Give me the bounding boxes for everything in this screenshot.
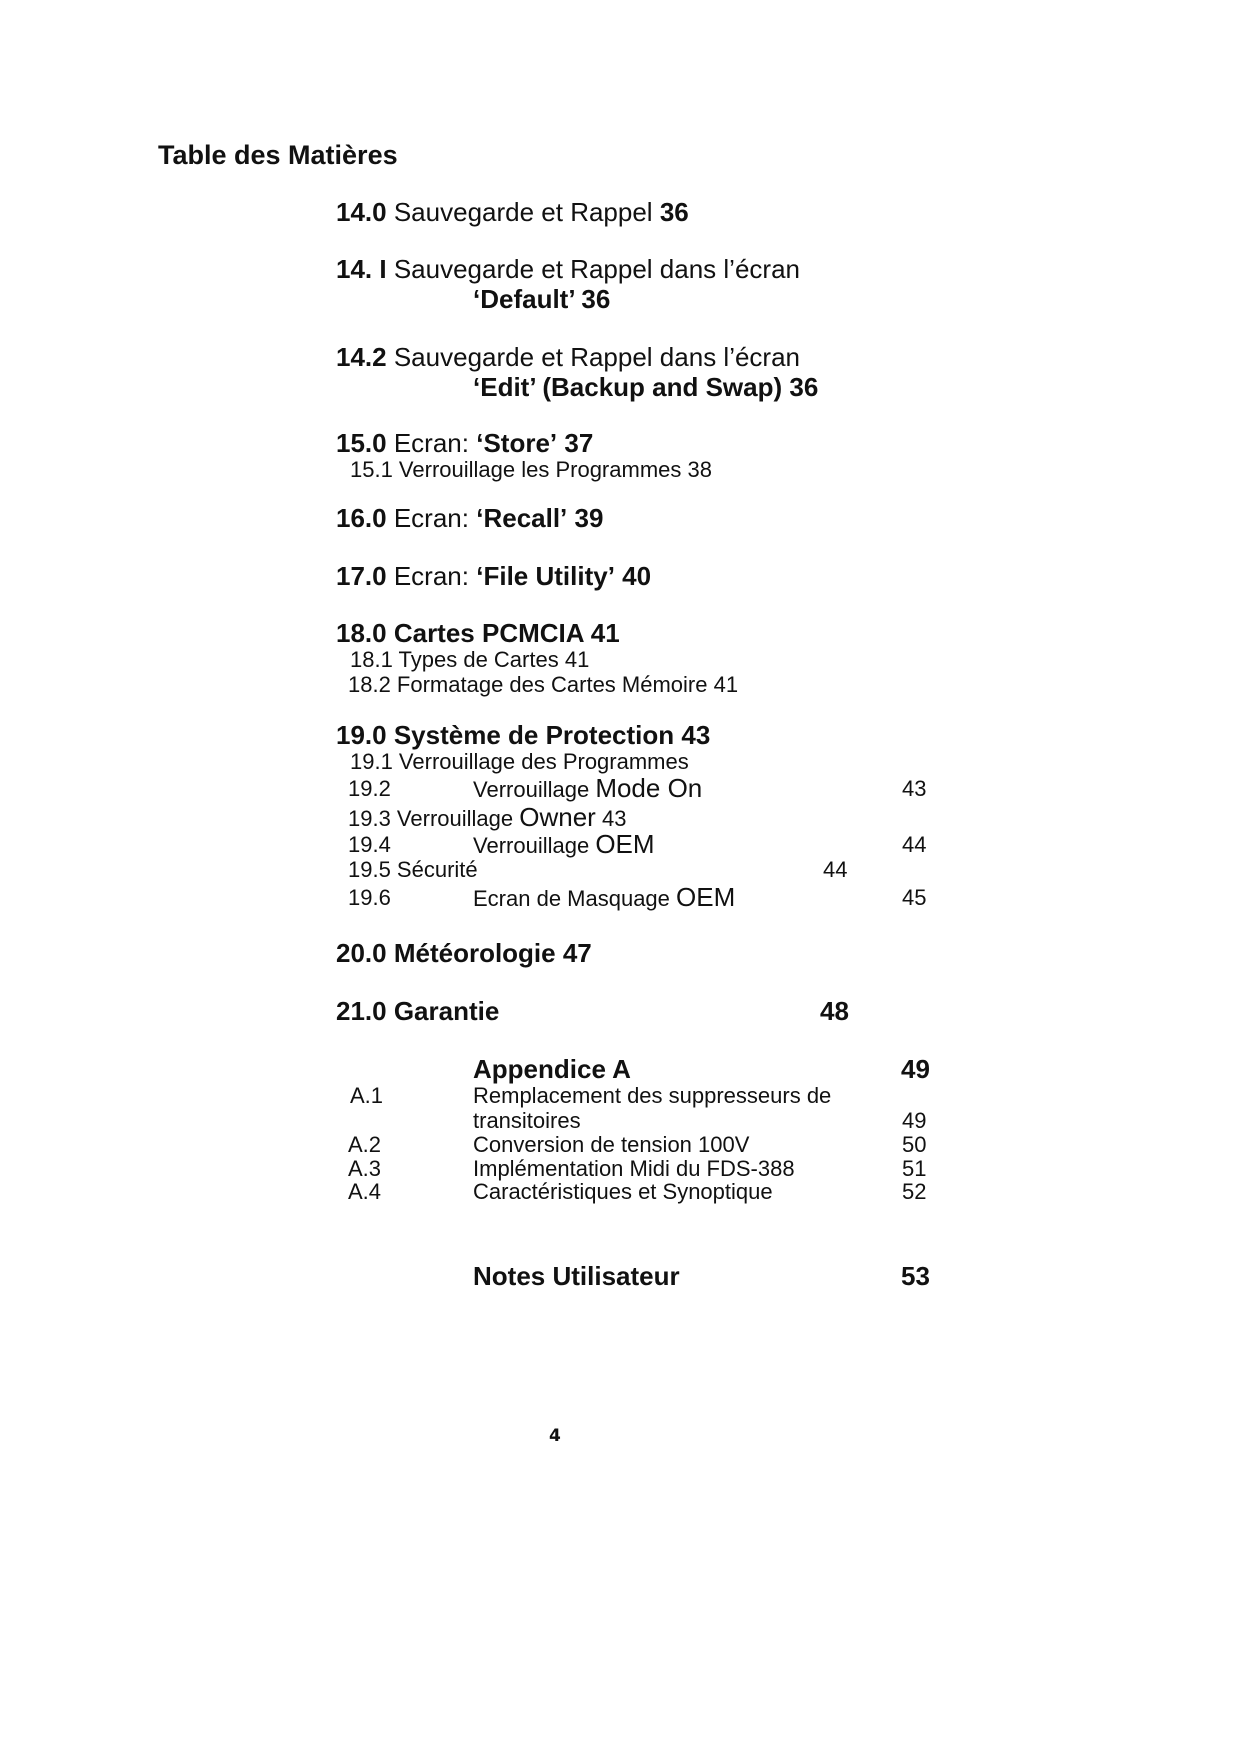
toc-entry-19-2[interactable] xyxy=(473,773,702,804)
toc-entry-19-5-page: 44 xyxy=(823,857,848,882)
toc-entry-21-0-page: 48 xyxy=(820,996,849,1026)
toc-entry-14-1-cont xyxy=(473,284,610,315)
toc-text-large: Mode On xyxy=(595,773,703,803)
toc-text: Verrouillage xyxy=(473,833,590,858)
toc-entry-14-2[interactable] xyxy=(336,342,800,373)
appendix-a2-num: A.2 xyxy=(348,1132,382,1157)
toc-text: Sauvegarde et Rappel xyxy=(393,197,653,227)
toc-num: 15.0 xyxy=(336,428,387,458)
toc-text-large: Owner xyxy=(519,802,596,832)
toc-text: Sauvegarde et Rappel dans l’écran xyxy=(393,254,800,284)
toc-entry-19-1[interactable]: 19.1 Verrouillage des Programmes xyxy=(350,749,689,774)
appendix-a3-text[interactable]: Implémentation Midi du FDS-388 xyxy=(473,1156,795,1181)
toc-num: 14. I xyxy=(336,254,387,284)
toc-text-bold: ‘File Utility’ xyxy=(476,561,615,591)
toc-entry-19-4-page: 44 xyxy=(902,832,927,857)
toc-entry-19-0[interactable]: 19.0 Système de Protection 43 xyxy=(336,720,711,750)
toc-text: Sauvegarde et Rappel dans l’écran xyxy=(393,342,801,372)
page-title: Table des Matières xyxy=(158,140,398,170)
toc-entry-19-6-page: 45 xyxy=(902,885,927,910)
toc-num: 17.0 xyxy=(336,561,387,591)
toc-num: 14.0 xyxy=(336,197,387,227)
toc-entry-14-2-cont xyxy=(473,372,818,403)
toc-entry-17-0[interactable] xyxy=(336,561,651,592)
toc-text: Ecran: xyxy=(393,561,469,591)
toc-entry-16-0[interactable] xyxy=(336,503,603,534)
notes-page: 53 xyxy=(901,1261,930,1291)
toc-page: 36 xyxy=(789,372,819,402)
toc-text: Ecran: xyxy=(393,428,469,458)
appendix-a4-text[interactable]: Caractéristiques et Synoptique xyxy=(473,1179,773,1204)
toc-entry-21-0[interactable]: 21.0 Garantie xyxy=(336,996,500,1026)
toc-text-bold: ‘Default’ xyxy=(473,284,575,314)
toc-entry-18-2[interactable]: 18.2 Formatage des Cartes Mémoire 41 xyxy=(348,672,739,697)
toc-page: 37 xyxy=(564,428,594,458)
toc-page: 36 xyxy=(659,197,689,227)
toc-entry-19-2-num: 19.2 xyxy=(348,776,391,801)
toc-entry-18-1[interactable]: 18.1 Types de Cartes 41 xyxy=(350,647,590,672)
toc-entry-19-6[interactable] xyxy=(473,882,735,913)
appendix-a1-num: A.1 xyxy=(350,1083,384,1108)
toc-entry-18-0[interactable]: 18.0 Cartes PCMCIA 41 xyxy=(336,618,620,648)
toc-entry-19-4-num: 19.4 xyxy=(348,832,391,857)
toc-page: 40 xyxy=(622,561,652,591)
appendix-a1-line2[interactable]: transitoires xyxy=(473,1108,581,1133)
appendix-a1-line1[interactable]: Remplacement des suppresseurs de xyxy=(473,1083,832,1108)
appendix-a1-page: 49 xyxy=(902,1108,927,1133)
appendix-title[interactable]: Appendice A xyxy=(473,1054,631,1084)
notes-title[interactable]: Notes Utilisateur xyxy=(473,1261,680,1291)
toc-page: 36 xyxy=(581,284,611,314)
appendix-page: 49 xyxy=(901,1054,930,1084)
toc-text: Ecran de Masquage xyxy=(473,886,670,911)
toc-text-large: OEM xyxy=(676,882,736,912)
toc-entry-15-1[interactable]: 15.1 Verrouillage les Programmes 38 xyxy=(350,457,712,482)
toc-text: Ecran: xyxy=(393,503,469,533)
appendix-a3-num: A.3 xyxy=(348,1156,382,1181)
toc-text-bold: ‘Store’ xyxy=(476,428,558,458)
toc-page: 43 xyxy=(601,806,627,831)
toc-entry-20-0[interactable]: 20.0 Météorologie 47 xyxy=(336,938,592,968)
toc-entry-15-0[interactable] xyxy=(336,428,593,459)
toc-entry-14-0[interactable] xyxy=(336,197,689,228)
toc-entry-19-5[interactable]: 19.5 Sécurité xyxy=(348,857,478,882)
toc-page: 39 xyxy=(574,503,604,533)
toc-text: Verrouillage xyxy=(473,777,590,802)
appendix-a4-page: 52 xyxy=(902,1179,927,1204)
toc-num: 14.2 xyxy=(336,342,387,372)
toc-entry-19-4[interactable] xyxy=(473,829,655,860)
toc-entry-14-1[interactable] xyxy=(336,254,800,285)
toc-entry-19-2-page: 43 xyxy=(902,776,927,801)
toc-text-bold: ‘Edit’ (Backup and Swap) xyxy=(473,372,783,402)
toc-num: 16.0 xyxy=(336,503,387,533)
toc-text-bold: ‘Recall’ xyxy=(476,503,568,533)
toc-text-large: OEM xyxy=(595,829,655,859)
toc-entry-19-6-num: 19.6 xyxy=(348,885,391,910)
appendix-a2-page: 50 xyxy=(902,1132,927,1157)
page-number: 4 xyxy=(549,1426,561,1446)
toc-text: 19.3 Verrouillage xyxy=(348,806,514,831)
appendix-a2-text[interactable]: Conversion de tension 100V xyxy=(473,1132,750,1157)
appendix-a3-page: 51 xyxy=(902,1156,927,1181)
appendix-a4-num: A.4 xyxy=(348,1179,382,1204)
